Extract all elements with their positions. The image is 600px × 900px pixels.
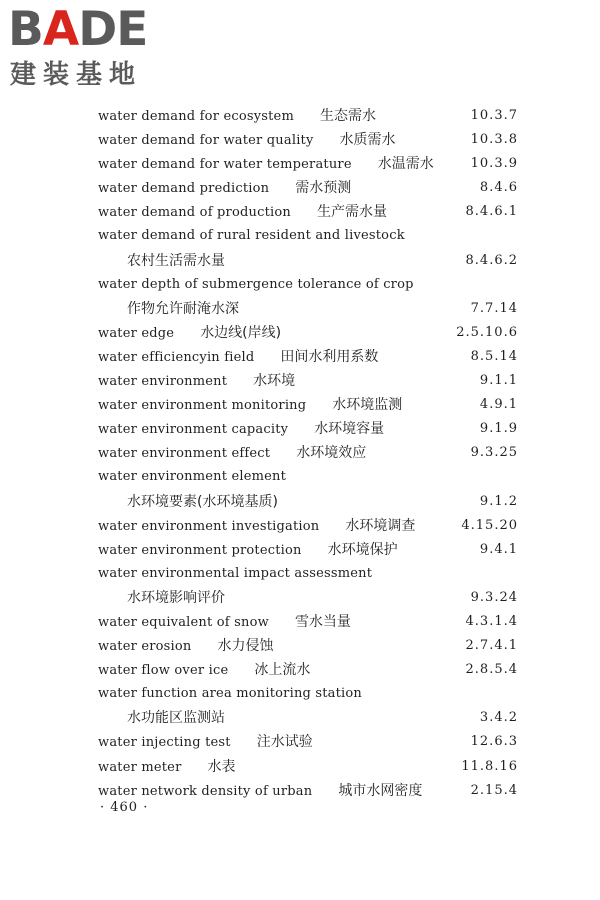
index-entry: [98, 441, 518, 465]
index-entry: [98, 176, 518, 200]
entry-section-reference: 2.7.4.1: [465, 638, 518, 654]
entry-section-reference: 9.1.1: [479, 373, 518, 389]
index-entry: [98, 755, 518, 779]
entry-chinese-term: 水环境: [253, 373, 296, 390]
index-entry: [98, 152, 518, 176]
index-entry: [98, 200, 518, 224]
index-entry: [98, 369, 518, 393]
entry-english-term: water function area monitoring station: [98, 686, 362, 702]
entry-chinese-term: 城市水网密度: [338, 782, 423, 799]
index-entry: [98, 321, 518, 345]
entry-section-reference: 8.4.6: [479, 180, 518, 196]
entry-chinese-term: 水力侵蚀: [217, 638, 274, 655]
entry-section-reference: 2.8.5.4: [465, 662, 518, 678]
logo-wordmark: [8, 4, 147, 56]
index-entry: [98, 658, 518, 682]
entry-section-reference: 9.1.2: [479, 493, 518, 509]
entry-english-term: water injecting test: [98, 735, 231, 751]
entry-section-reference: 9.4.1: [479, 541, 518, 557]
index-entry: [98, 128, 518, 152]
entry-chinese-term: 水环境监测: [332, 397, 403, 414]
entry-section-reference: 10.3.7: [470, 108, 518, 123]
index-entry: [98, 273, 518, 297]
entry-english-term: water demand for ecosystem: [98, 109, 294, 124]
entry-chinese-term: 作物允许耐淹水深: [127, 300, 239, 317]
index-entry: [98, 779, 518, 803]
entry-english-term: water network density of urban: [98, 783, 313, 799]
entry-english-term: water erosion: [98, 639, 192, 655]
entry-english-term: water demand for water temperature: [98, 157, 352, 173]
entry-chinese-term: 水边线(岸线): [200, 324, 282, 341]
entry-english-term: water environment capacity: [98, 422, 289, 438]
entry-english-term: water demand of production: [98, 205, 291, 221]
entry-section-reference: 9.1.9: [479, 421, 518, 437]
entry-chinese-term: 水环境效应: [296, 445, 367, 462]
entry-english-term: water equivalent of snow: [98, 614, 269, 630]
entry-section-reference: 8.4.6.2: [465, 252, 518, 268]
entry-section-reference: 10.3.8: [470, 132, 518, 148]
entry-english-term: water demand of rural resident and livestock: [98, 228, 405, 244]
index-entry: [98, 297, 518, 321]
entry-english-term: water environment element: [98, 469, 287, 485]
logo-subtitle: 建装基地: [10, 60, 143, 90]
entry-english-term: water demand for water quality: [98, 133, 314, 149]
entry-section-reference: 7.7.14: [470, 300, 518, 316]
entry-chinese-term: 水环境要素(水环境基质): [127, 493, 278, 510]
entry-chinese-term: 农村生活需水量: [127, 252, 225, 269]
entry-chinese-term: 雪水当量: [294, 613, 351, 630]
index-entry: [98, 490, 518, 514]
entry-english-term: water environment protection: [98, 542, 302, 558]
entry-english-term: water flow over ice: [98, 663, 229, 679]
entry-section-reference: 11.8.16: [461, 758, 518, 774]
entry-chinese-term: 水环境保护: [327, 541, 398, 558]
logo-letter-a: A: [42, 2, 79, 57]
index-entry: [98, 417, 518, 441]
index-entry: [98, 586, 518, 610]
entry-english-term: water demand prediction: [98, 181, 270, 197]
logo-letter-b: B: [8, 2, 43, 57]
glossary-index-list: [98, 104, 518, 803]
entry-chinese-term: 水表: [207, 758, 236, 775]
entry-section-reference: 4.15.20: [461, 517, 518, 533]
entry-english-term: water depth of submergence tolerance of crop: [98, 276, 414, 292]
index-entry: [98, 393, 518, 417]
page-number: · 460 ·: [100, 800, 149, 815]
entry-english-term: water meter: [98, 759, 182, 775]
index-entry: [98, 465, 518, 489]
entry-chinese-term: 水环境影响评价: [127, 589, 225, 606]
bade-logo: [8, 4, 173, 94]
entry-chinese-term: 水环境调查: [345, 517, 416, 534]
index-entry: [98, 610, 518, 634]
entry-chinese-term: 需水预测: [295, 180, 352, 197]
logo-letters-de: DE: [78, 2, 148, 57]
entry-chinese-term: 水温需水: [377, 156, 434, 173]
entry-section-reference: 12.6.3: [470, 734, 518, 750]
index-entry: [98, 345, 518, 369]
entry-chinese-term: 注水试验: [256, 734, 313, 751]
entry-chinese-term: 水质需水: [339, 132, 396, 149]
entry-english-term: water efficiencyin field: [98, 349, 255, 365]
entry-english-term: water environment: [98, 374, 228, 390]
index-entry: [98, 706, 518, 730]
entry-english-term: water environment monitoring: [98, 398, 307, 414]
entry-english-term: water edge: [98, 325, 175, 341]
index-entry: [98, 249, 518, 273]
entry-chinese-term: 水环境容量: [314, 421, 385, 438]
entry-section-reference: 4.9.1: [479, 397, 518, 413]
entry-chinese-term: 生产需水量: [316, 204, 387, 221]
entry-chinese-term: 冰上流水: [254, 662, 311, 679]
index-entry: [98, 538, 518, 562]
entry-section-reference: 9.3.24: [470, 589, 518, 605]
entry-chinese-term: 生态需水: [319, 108, 376, 124]
entry-section-reference: 10.3.9: [470, 156, 518, 172]
entry-english-term: water environment effect: [98, 446, 271, 462]
index-entry: [98, 730, 518, 754]
index-entry: [98, 224, 518, 248]
index-entry: [98, 682, 518, 706]
entry-english-term: water environmental impact assessment: [98, 565, 373, 581]
index-entry: [98, 104, 518, 128]
entry-chinese-term: 田间水利用系数: [280, 348, 379, 365]
entry-section-reference: 2.5.10.6: [456, 324, 518, 340]
entry-section-reference: 4.3.1.4: [465, 613, 518, 629]
index-entry: [98, 562, 518, 586]
index-entry: [98, 634, 518, 658]
entry-section-reference: 8.5.14: [470, 348, 518, 364]
entry-section-reference: 9.3.25: [470, 445, 518, 461]
index-entry: [98, 514, 518, 538]
entry-section-reference: 2.15.4: [470, 782, 518, 798]
entry-chinese-term: 水功能区监测站: [127, 710, 225, 727]
entry-section-reference: 8.4.6.1: [465, 204, 518, 220]
entry-section-reference: 3.4.2: [479, 710, 518, 726]
entry-english-term: water environment investigation: [98, 518, 320, 534]
